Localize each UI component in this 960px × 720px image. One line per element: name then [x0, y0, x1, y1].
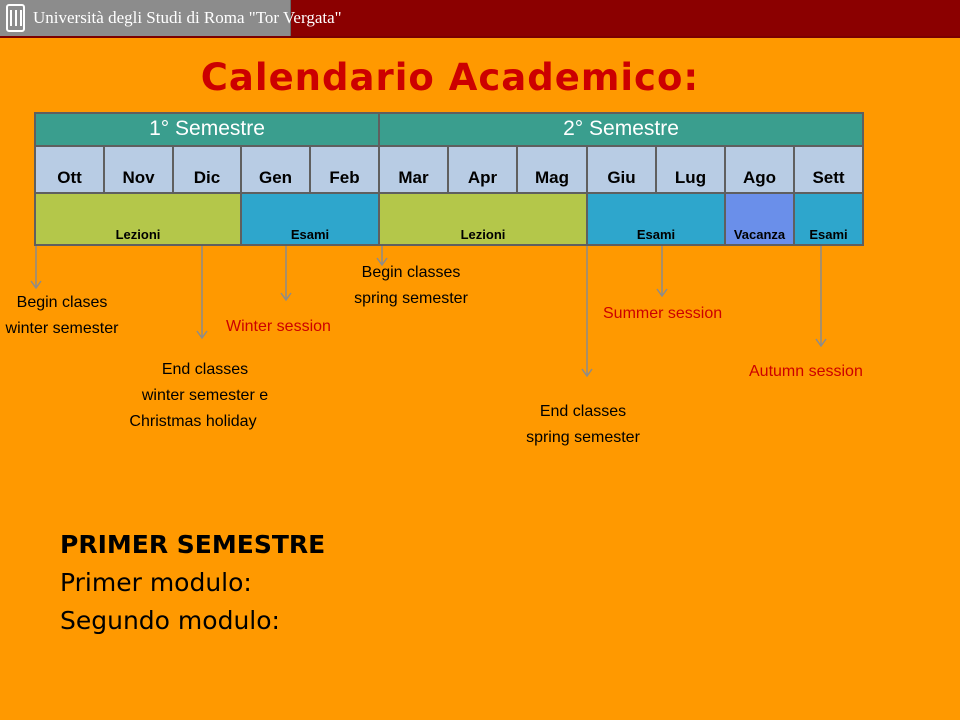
arrow-end-spring [582, 246, 592, 376]
month-apr: Apr [449, 147, 516, 192]
period-lezioni-1: Lezioni [36, 194, 240, 244]
month-gen: Gen [242, 147, 309, 192]
month-mag: Mag [518, 147, 586, 192]
month-lug: Lug [657, 147, 724, 192]
semester-2-header: 2° Semestre [380, 114, 862, 145]
annotation-line: End classes [161, 361, 249, 378]
arrow-end-winter [197, 246, 207, 338]
period-vacanza: Vacanza [726, 194, 793, 244]
month-nov: Nov [105, 147, 172, 192]
annotation-begin-winter [0, 290, 132, 342]
semester-heading: PRIMER SEMESTRE [60, 530, 326, 559]
slide-title: Calendario Academico: [200, 56, 700, 99]
annotation-end-spring [497, 399, 669, 451]
arrow-begin-winter [31, 246, 41, 288]
annotation-end-winter [110, 357, 300, 435]
annotation-line: Christmas holiday [129, 413, 257, 430]
annotation-autumn-session: Autumn session [749, 363, 863, 380]
month-sett: Sett [795, 147, 862, 192]
annotation-winter-session: Winter session [226, 318, 331, 335]
period-lezioni-2: Lezioni [380, 194, 586, 244]
annotation-line: winter semester e [141, 387, 269, 404]
semester-1-header: 1° Semestre [36, 114, 378, 145]
period-esami-3: Esami [795, 194, 862, 244]
annotation-line: End classes [539, 403, 627, 420]
month-dic: Dic [174, 147, 240, 192]
month-feb: Feb [311, 147, 378, 192]
annotation-line: spring semester [526, 429, 640, 446]
first-module-label: Primer modulo: [60, 568, 252, 597]
annotation-begin-spring [328, 260, 494, 312]
second-module-label: Segundo modulo: [60, 606, 280, 635]
month-mar: Mar [380, 147, 447, 192]
semester-info [60, 526, 325, 640]
university-name: Università degli Studi di Roma "Tor Vergata" [33, 8, 342, 27]
month-ott: Ott [36, 147, 103, 192]
annotation-summer-session: Summer session [603, 305, 723, 322]
annotation-line: Begin classes [361, 264, 461, 281]
month-giu: Giu [588, 147, 655, 192]
arrow-autumn-session [816, 246, 826, 346]
period-esami-1: Esami [242, 194, 378, 244]
month-ago: Ago [726, 147, 793, 192]
annotation-line: winter semester [5, 320, 119, 337]
arrow-winter-session [281, 246, 291, 300]
arrow-summer-session [657, 246, 667, 296]
annotation-line: Begin clases [16, 294, 108, 311]
annotation-line: spring semester [354, 290, 468, 307]
period-esami-2: Esami [588, 194, 724, 244]
